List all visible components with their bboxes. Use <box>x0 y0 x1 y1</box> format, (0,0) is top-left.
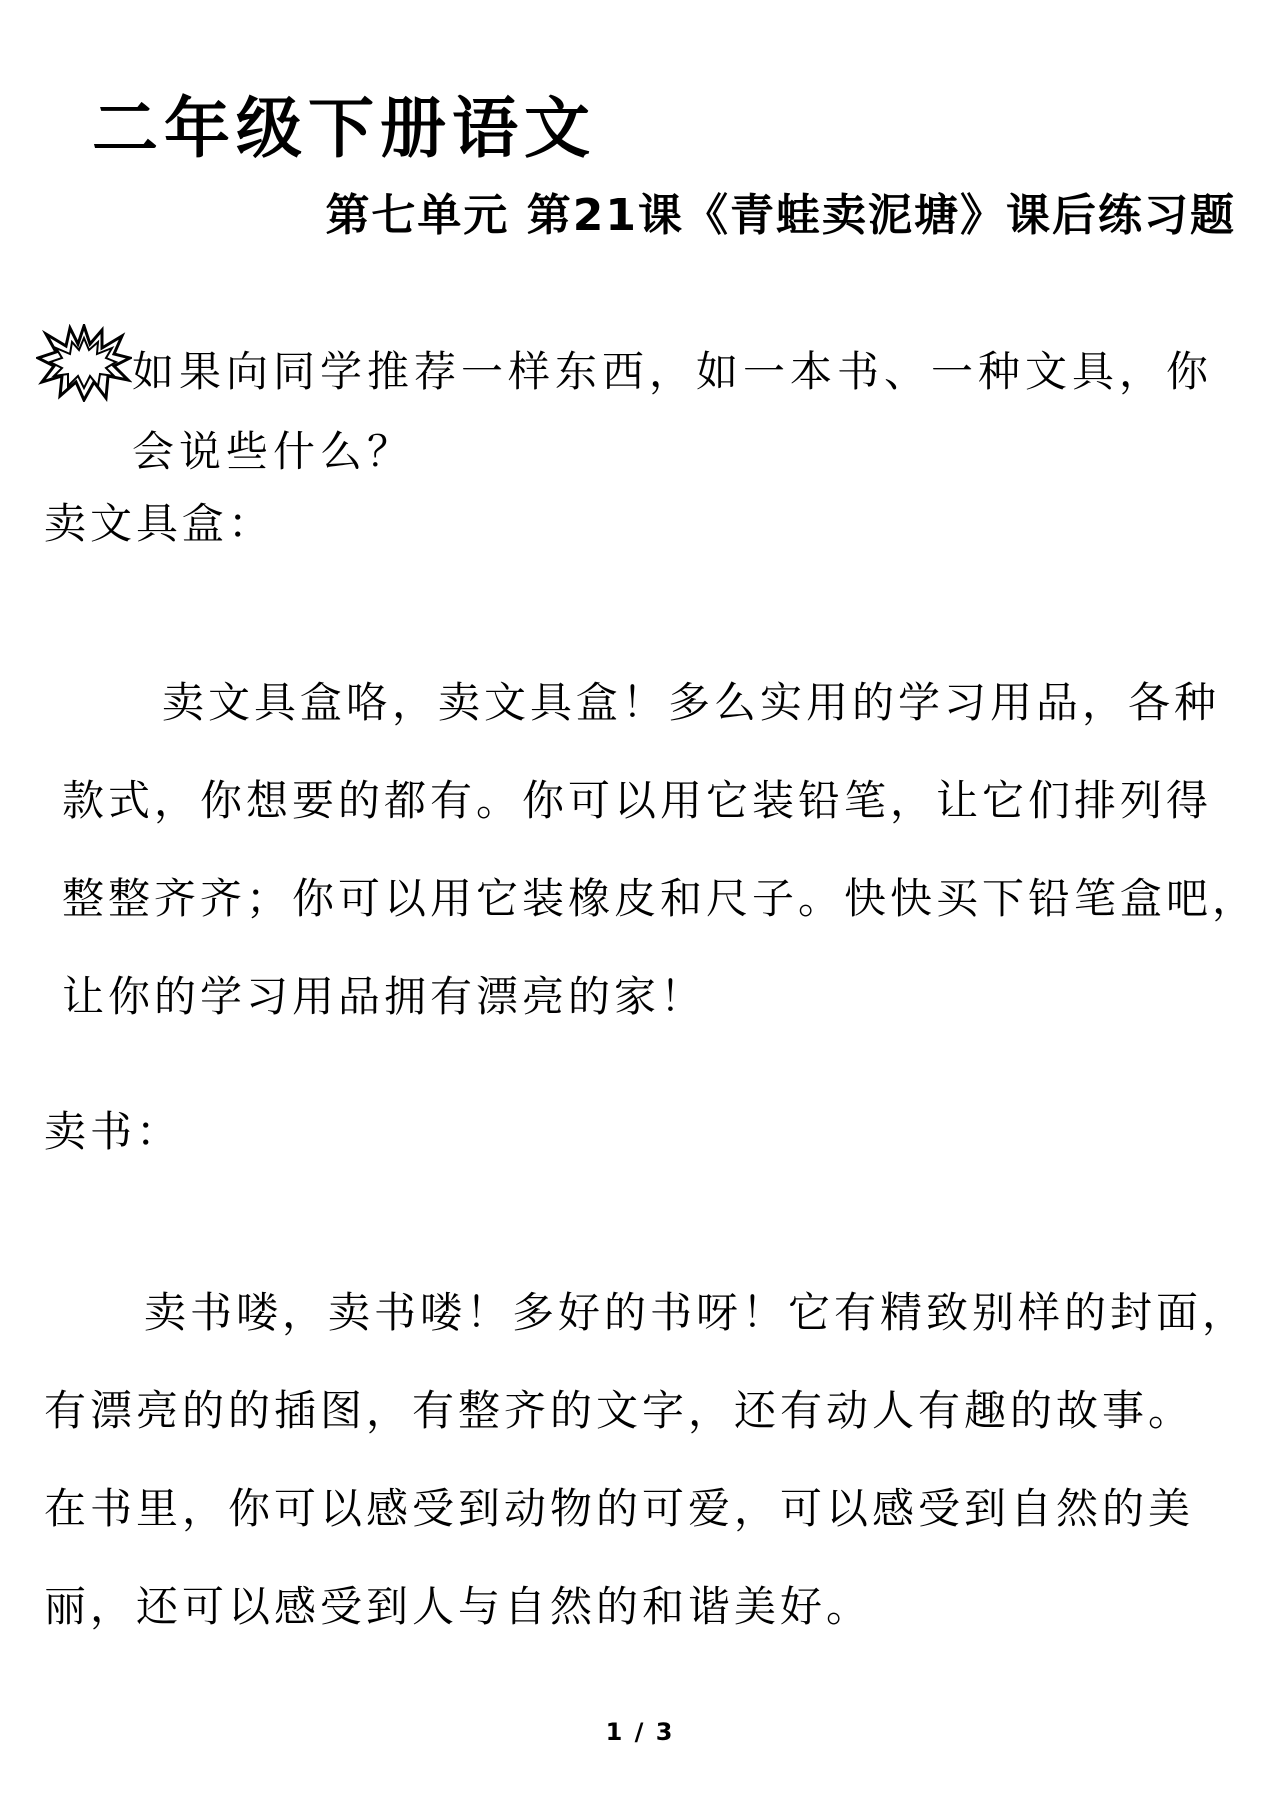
answer-line: 整整齐齐；你可以用它装橡皮和尺子。快快买下铅笔盒吧， <box>62 874 1259 923</box>
question-line-1: 如果向同学推荐一样东西，如一本书、一种文具，你 <box>132 347 1214 396</box>
answer-line: 让你的学习用品拥有漂亮的家！ <box>62 972 707 1021</box>
section-label-pencil-box: 卖文具盒： <box>44 499 275 548</box>
starburst-icon <box>36 324 132 402</box>
answer-line: 款式，你想要的都有。你可以用它装铅笔，让它们排列得 <box>62 776 1213 825</box>
section-label-book: 卖书： <box>44 1107 183 1156</box>
page-number: 1 / 3 <box>605 1718 675 1746</box>
answer-book <box>44 1264 1254 1656</box>
question-text <box>132 332 1242 492</box>
answer-line: 丽，还可以感受到人与自然的和谐美好。 <box>44 1582 873 1631</box>
answer-line: 卖书喽，卖书喽！多好的书呀！它有精致别样的封面， <box>144 1288 1249 1337</box>
answer-line: 有漂亮的的插图，有整齐的文字，还有动人有趣的故事。 <box>44 1386 1195 1435</box>
answer-pencil-box <box>62 654 1259 1046</box>
lesson-subtitle: 第七单元 第21课《青蛙卖泥塘》课后练习题 <box>325 190 1236 241</box>
page-title: 二年级下册语文 <box>92 90 596 167</box>
answer-line: 在书里，你可以感受到动物的可爱，可以感受到自然的美 <box>44 1484 1195 1533</box>
answer-line: 卖文具盒咯，卖文具盒！多么实用的学习用品，各种 <box>162 678 1221 727</box>
question-line-2: 会说些什么？ <box>132 427 415 476</box>
